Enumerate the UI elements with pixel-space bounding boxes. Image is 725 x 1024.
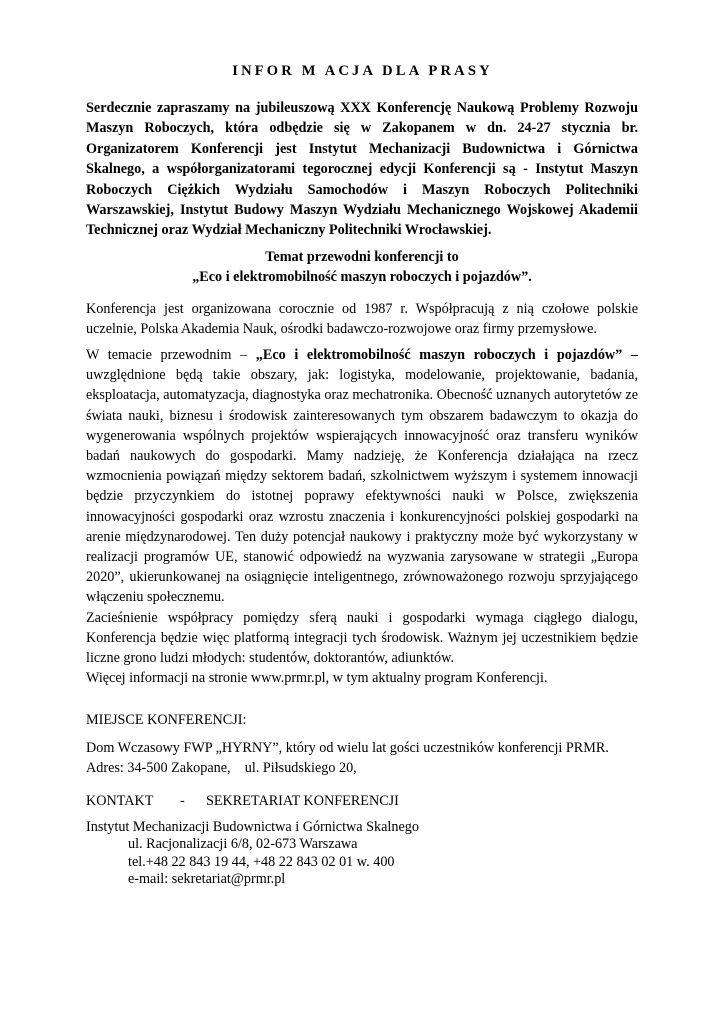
paragraph-more-info: Więcej informacji na stronie www.prmr.pl, w tym aktualny program Konferencji. bbox=[86, 670, 548, 687]
contact-org: Instytut Mechanizacji Budownictwa i Górnictwa Skalnego bbox=[86, 819, 419, 835]
contact-label: KONTAKT bbox=[86, 793, 154, 809]
contact-dash: - bbox=[180, 793, 185, 809]
para2-prefix: W temacie przewodnim – bbox=[86, 347, 256, 363]
contact-email: e-mail: sekretariat@prmr.pl bbox=[128, 871, 286, 888]
venue-name: Dom Wczasowy FWP „HYRNY”, który od wielu lat gości uczestników konferencji PRMR. bbox=[86, 740, 609, 756]
theme-block bbox=[86, 247, 638, 287]
contact-heading: SEKRETARIAT KONFERENCJI bbox=[206, 793, 399, 809]
paragraph-theme-areas bbox=[86, 345, 638, 608]
contact-block bbox=[86, 819, 419, 889]
para2-bold-theme: „Eco i elektromobilność maszyn roboczych i pojazdów” – bbox=[255, 347, 638, 363]
contact-phone: tel.+48 22 843 19 44, +48 22 843 02 01 w. 400 bbox=[128, 853, 395, 870]
contact-street: ul. Racjonalizacji 6/8, 02-673 Warszawa bbox=[128, 836, 358, 853]
venue-heading: MIEJSCE KONFERENCJI: bbox=[86, 712, 247, 728]
contact-heading-row bbox=[86, 793, 399, 810]
paragraph-cooperation: Zacieśnienie współpracy pomiędzy sferą nauki i gospodarki wymaga ciągłego dialogu, Konferencja będzie więc platformą integracji tych środowisk. Ważnym jej uczestnikiem będzie liczne grono ludzi młodych: studentów, doktorantów, adiunktów. bbox=[86, 609, 638, 667]
document-title: INFOR M ACJA DLA PRASY bbox=[232, 63, 493, 79]
paragraph-body bbox=[86, 345, 638, 688]
theme-intro: Temat przewodni konferencji to bbox=[265, 249, 459, 265]
lead-paragraph: Serdecznie zapraszamy na jubileuszową XXX Konferencję Naukową Problemy Rozwoju Maszyn Roboczych, która odbędzie się w Zakopanem w dn. 24-27 stycznia br. Organizatorem Konferencji jest Instytut Mechanizacji Budownictwa i Górnictwa Skalnego, a współorganizatorami tegorocznej edycji Konferencji są - Instytut Maszyn Roboczych Ciężkich Wydziału Samochodów i Maszyn Roboczych Politechniki Warszawskiej, Instytut Budowy Maszyn Wydziału Mechanicznego Wojskowej Akademii Technicznej oraz Wydział Mechaniczny Politechniki Wrocławskiej. bbox=[86, 100, 638, 239]
paragraph-history: Konferencja jest organizowana corocznie od 1987 r. Współpracują z nią czołowe polskie uczelnie, Polska Akademia Nauk, ośrodki badawczo-rozwojowe oraz firmy przemysłowe. bbox=[86, 301, 638, 338]
theme-title: „Eco i elektromobilność maszyn roboczych i pojazdów”. bbox=[192, 269, 532, 285]
venue-block bbox=[86, 738, 609, 779]
venue-address: Adres: 34-500 Zakopane, ul. Piłsudskiego 20, bbox=[86, 760, 357, 777]
para2-rest: uwzględnione będą takie obszary, jak: logistyka, modelowanie, projektowanie, badania, eksploatacja, automatyzacja, diagnostyka oraz mechatronika. Obecność uznanych autorytetów ze świata nauki, biznesu i środowisk zainteresowanych tym obszarem badawczym to okazja do wygenerowania wspólnych projektów wspierających innowacyjność oraz transferu wyników badań naukowych do gospodarki. Mamy nadzieję, że Konferencja działająca na rzecz wzmocnienia powiązań między sektorem badań, szkolnictwem wyższym i systemem innowacji będzie przyczynkiem do istotnej poprawy efektywności nauki w Polsce, zwiększenia innowacyjności gospodarki oraz wzrostu znaczenia i konkurencyjności polskiej gospodarki na arenie międzynarodowej. Ten duży potencjał naukowy i praktyczny może być wykorzystany w realizacji programów UE, stanowić odpowiedź na wyzwania zarysowane w strategii „Europa 2020”, ukierunkowanej na osiągnięcie inteligentnego, zrównoważonego rozwoju sprzyjającego włączeniu społecznemu. bbox=[86, 367, 638, 606]
